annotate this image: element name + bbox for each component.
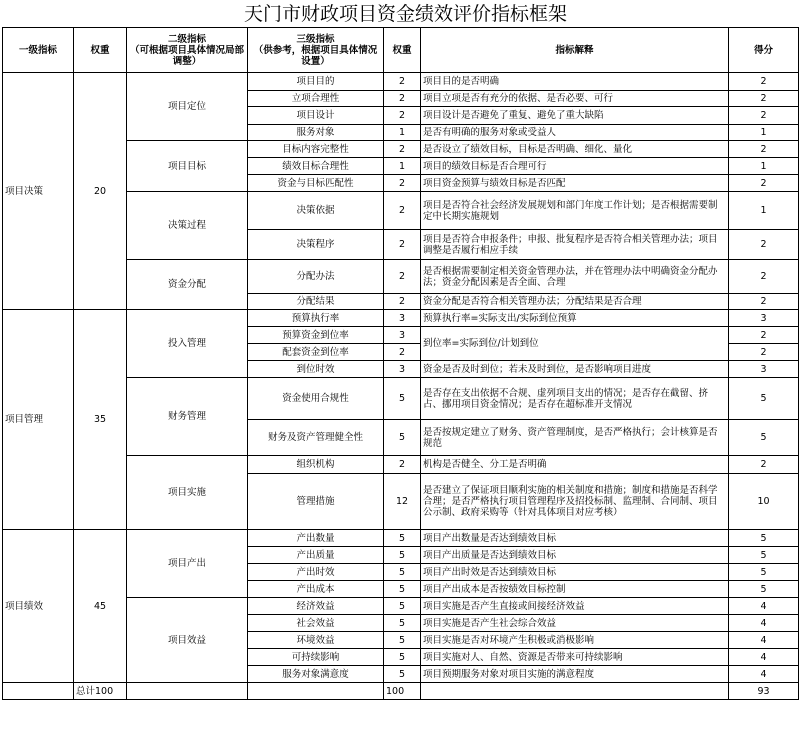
header-level3-note: （供参考，根据项目具体情况设置） — [253, 44, 378, 67]
total-label: 总计100 — [74, 683, 127, 700]
weight-cell: 2 — [384, 73, 421, 91]
level3-cell: 到位时效 — [248, 361, 384, 378]
explain-cell: 资金分配是否符合相关管理办法；分配结果是否合理 — [421, 294, 729, 310]
explain-cell: 项目实施是否产生直接或间接经济效益 — [421, 598, 729, 615]
level3-cell: 预算执行率 — [248, 310, 384, 327]
score-cell: 2 — [729, 260, 799, 294]
weight-cell: 5 — [384, 378, 421, 420]
level3-cell: 配套资金到位率 — [248, 344, 384, 361]
level3-cell: 资金使用合规性 — [248, 378, 384, 420]
explain-cell: 到位率=实际到位/计划到位 — [421, 327, 729, 361]
weight-cell: 12 — [384, 474, 421, 530]
level3-cell: 预算资金到位率 — [248, 327, 384, 344]
level1-weight: 35 — [74, 310, 127, 530]
score-cell: 2 — [729, 456, 799, 474]
total-empty-cell — [248, 683, 384, 700]
total-empty-cell — [127, 683, 248, 700]
total-empty-cell — [3, 683, 74, 700]
explain-cell: 是否根据需要制定相关资金管理办法，并在管理办法中明确资金分配办法；资金分配因素是否全面、合理 — [421, 260, 729, 294]
explain-cell: 项目目的是否明确 — [421, 73, 729, 91]
explain-cell: 项目资金预算与绩效目标是否匹配 — [421, 175, 729, 192]
weight-cell: 1 — [384, 125, 421, 141]
weight-cell: 5 — [384, 598, 421, 615]
explain-cell: 项目实施是否产生社会综合效益 — [421, 615, 729, 632]
weight-cell: 5 — [384, 420, 421, 456]
weight-cell: 5 — [384, 666, 421, 683]
score-cell: 4 — [729, 632, 799, 649]
level3-cell: 管理措施 — [248, 474, 384, 530]
level2-cell: 决策过程 — [127, 192, 248, 260]
weight-cell: 1 — [384, 158, 421, 175]
header-weight1: 权重 — [74, 28, 127, 73]
explain-cell: 项目实施是否对环境产生积极或消极影响 — [421, 632, 729, 649]
explain-cell: 资金是否及时到位；若未及时到位，是否影响项目进度 — [421, 361, 729, 378]
weight-cell: 2 — [384, 141, 421, 158]
weight-cell: 2 — [384, 344, 421, 361]
level3-cell: 绩效目标合理性 — [248, 158, 384, 175]
score-cell: 2 — [729, 327, 799, 344]
score-cell: 1 — [729, 192, 799, 230]
weight-cell: 5 — [384, 547, 421, 564]
level3-cell: 项目目的 — [248, 73, 384, 91]
score-cell: 2 — [729, 73, 799, 91]
weight-cell: 2 — [384, 456, 421, 474]
total-empty-cell — [421, 683, 729, 700]
level2-cell: 资金分配 — [127, 260, 248, 310]
header-explain: 指标解释 — [421, 28, 729, 73]
level2-cell: 财务管理 — [127, 378, 248, 456]
level3-cell: 产出成本 — [248, 581, 384, 598]
level3-cell: 项目设计 — [248, 107, 384, 125]
level3-cell: 分配办法 — [248, 260, 384, 294]
weight-cell: 2 — [384, 294, 421, 310]
explain-cell: 预算执行率=实际支出/实际到位预算 — [421, 310, 729, 327]
table-row — [3, 530, 799, 547]
score-cell: 2 — [729, 175, 799, 192]
total-score: 93 — [729, 683, 799, 700]
level1-cell: 项目绩效 — [3, 530, 74, 683]
level3-cell: 产出时效 — [248, 564, 384, 581]
weight-cell: 2 — [384, 192, 421, 230]
weight-cell: 3 — [384, 327, 421, 344]
level1-weight: 45 — [74, 530, 127, 683]
explain-cell: 项目设计是否避免了重复、避免了重大缺陷 — [421, 107, 729, 125]
level3-cell: 财务及资产管理健全性 — [248, 420, 384, 456]
level2-cell: 项目定位 — [127, 73, 248, 141]
score-cell: 1 — [729, 158, 799, 175]
header-level2 — [127, 28, 248, 73]
level3-cell: 经济效益 — [248, 598, 384, 615]
level2-cell: 项目效益 — [127, 598, 248, 683]
level3-cell: 目标内容完整性 — [248, 141, 384, 158]
weight-cell: 5 — [384, 581, 421, 598]
weight-cell: 2 — [384, 91, 421, 107]
score-cell: 2 — [729, 344, 799, 361]
level3-cell: 服务对象满意度 — [248, 666, 384, 683]
level3-cell: 可持续影响 — [248, 649, 384, 666]
explain-cell: 是否设立了绩效目标，目标是否明确、细化、量化 — [421, 141, 729, 158]
score-cell: 2 — [729, 230, 799, 260]
explain-cell: 项目是否符合社会经济发展规划和部门年度工作计划；是否根据需要制定中长期实施规划 — [421, 192, 729, 230]
header-level2-title: 二级指标 — [167, 33, 206, 45]
table-row — [3, 73, 799, 91]
level1-weight: 20 — [74, 73, 127, 310]
total-row — [3, 683, 799, 700]
level3-cell: 产出质量 — [248, 547, 384, 564]
level3-cell: 服务对象 — [248, 125, 384, 141]
level2-cell: 项目产出 — [127, 530, 248, 598]
score-cell: 5 — [729, 564, 799, 581]
score-cell: 2 — [729, 294, 799, 310]
weight-cell: 5 — [384, 632, 421, 649]
explain-cell: 项目是否符合申报条件；申报、批复程序是否符合相关管理办法；项目调整是否履行相应手续 — [421, 230, 729, 260]
header-row — [3, 28, 799, 73]
weight-cell: 2 — [384, 107, 421, 125]
score-cell: 2 — [729, 91, 799, 107]
level3-cell: 产出数量 — [248, 530, 384, 547]
weight-cell: 5 — [384, 530, 421, 547]
level1-cell: 项目管理 — [3, 310, 74, 530]
level1-cell: 项目决策 — [3, 73, 74, 310]
level3-cell: 组织机构 — [248, 456, 384, 474]
weight-cell: 5 — [384, 564, 421, 581]
explain-cell: 是否按规定建立了财务、资产管理制度，是否严格执行；会计核算是否规范 — [421, 420, 729, 456]
level3-cell: 分配结果 — [248, 294, 384, 310]
level2-cell: 项目目标 — [127, 141, 248, 192]
score-cell: 5 — [729, 530, 799, 547]
level3-cell: 社会效益 — [248, 615, 384, 632]
page-title: 天门市财政项目资金绩效评价指标框架 — [243, 3, 567, 25]
level3-cell: 环境效益 — [248, 632, 384, 649]
header-level3 — [248, 28, 384, 73]
score-cell: 3 — [729, 310, 799, 327]
score-cell: 5 — [729, 420, 799, 456]
explain-cell: 项目的绩效目标是否合理可行 — [421, 158, 729, 175]
weight-cell: 5 — [384, 615, 421, 632]
explain-cell: 项目产出时效是否达到绩效目标 — [421, 564, 729, 581]
explain-cell: 项目实施对人、自然、资源是否带来可持续影响 — [421, 649, 729, 666]
score-cell: 1 — [729, 125, 799, 141]
weight-cell: 2 — [384, 230, 421, 260]
total-weight: 100 — [384, 683, 421, 700]
explain-cell: 是否建立了保证项目顺利实施的相关制度和措施；制度和措施是否科学合理；是否严格执行项目管理程序及招投标制、监理制、合同制、项目公示制、政府采购等（针对具体项目对应考核） — [421, 474, 729, 530]
weight-cell: 2 — [384, 175, 421, 192]
indicator-table — [2, 27, 799, 700]
score-cell: 2 — [729, 107, 799, 125]
score-cell: 5 — [729, 378, 799, 420]
explain-cell: 项目产出质量是否达到绩效目标 — [421, 547, 729, 564]
header-level3-title: 三级指标 — [296, 33, 335, 45]
score-cell: 2 — [729, 141, 799, 158]
score-cell: 4 — [729, 598, 799, 615]
header-level1: 一级指标 — [3, 28, 74, 73]
level3-cell: 立项合理性 — [248, 91, 384, 107]
score-cell: 4 — [729, 666, 799, 683]
explain-cell: 项目产出数量是否达到绩效目标 — [421, 530, 729, 547]
score-cell: 3 — [729, 361, 799, 378]
explain-cell: 项目产出成本是否按绩效目标控制 — [421, 581, 729, 598]
weight-cell: 3 — [384, 310, 421, 327]
explain-cell: 是否有明确的服务对象或受益人 — [421, 125, 729, 141]
table-row — [3, 310, 799, 327]
header-score: 得分 — [729, 28, 799, 73]
header-level2-note: （可根据项目具体情况局部调整） — [129, 44, 244, 67]
level3-cell: 决策依据 — [248, 192, 384, 230]
score-cell: 4 — [729, 615, 799, 632]
weight-cell: 2 — [384, 260, 421, 294]
score-cell: 4 — [729, 649, 799, 666]
explain-cell: 是否存在支出依据不合规、虚列项目支出的情况；是否存在截留、挤占、挪用项目资金情况；是否存在超标准开支情况 — [421, 378, 729, 420]
level3-cell: 决策程序 — [248, 230, 384, 260]
weight-cell: 3 — [384, 361, 421, 378]
explain-cell: 项目立项是否有充分的依据、是否必要、可行 — [421, 91, 729, 107]
score-cell: 5 — [729, 581, 799, 598]
level2-cell: 投入管理 — [127, 310, 248, 378]
score-cell: 5 — [729, 547, 799, 564]
header-weight3: 权重 — [384, 28, 421, 73]
weight-cell: 5 — [384, 649, 421, 666]
explain-cell: 项目预期服务对象对项目实施的满意程度 — [421, 666, 729, 683]
level3-cell: 资金与目标匹配性 — [248, 175, 384, 192]
level2-cell: 项目实施 — [127, 456, 248, 530]
score-cell: 10 — [729, 474, 799, 530]
explain-cell: 机构是否健全、分工是否明确 — [421, 456, 729, 474]
